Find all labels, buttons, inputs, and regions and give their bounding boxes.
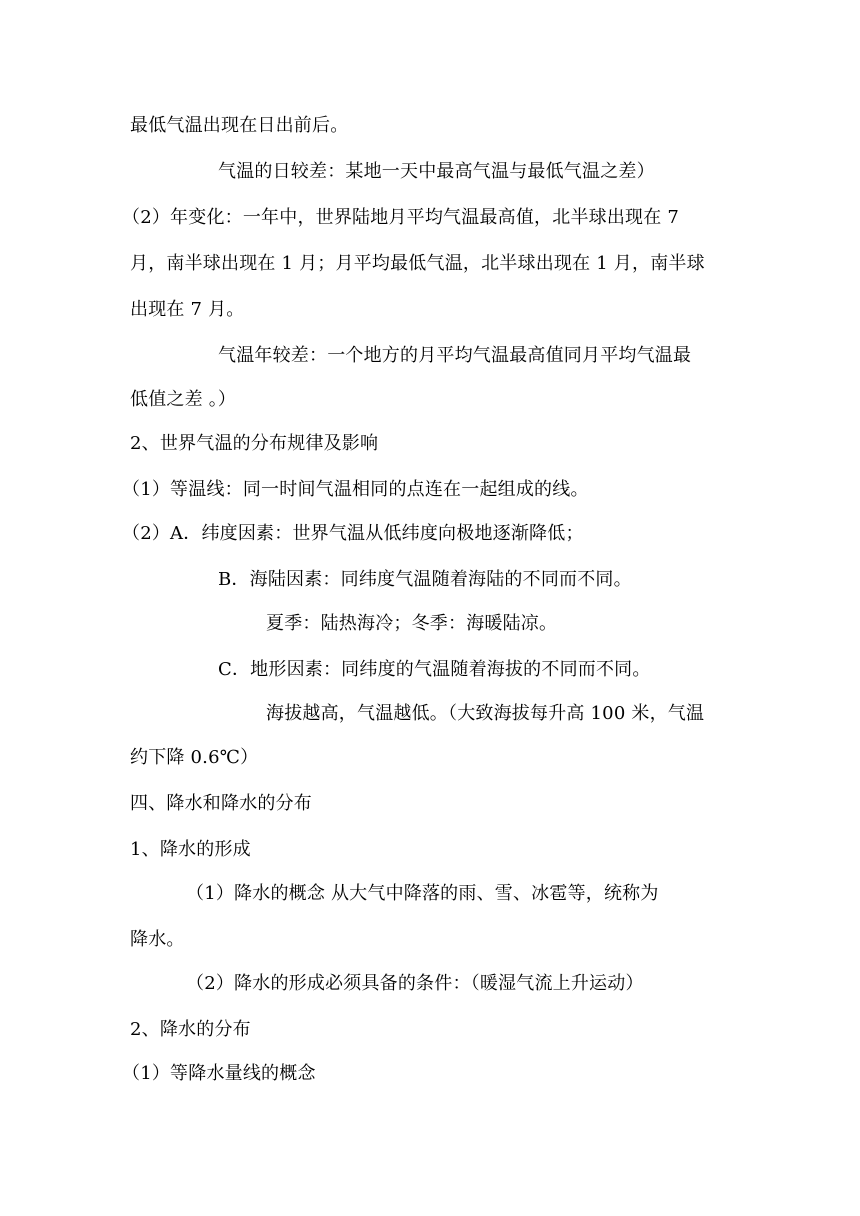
text-line: B．海陆因素：同纬度气温随着海陆的不同而不同。 [218, 569, 632, 590]
text-line: 夏季：陆热海冷；冬季：海暖陆凉。 [266, 613, 558, 634]
section-heading: 四、降水和降水的分布 [130, 793, 312, 814]
text-line: 出现在 7 月。 [130, 299, 245, 320]
section-heading: 2、降水的分布 [130, 1019, 251, 1040]
text-line: （2）A．纬度因素：世界气温从低纬度向极地逐渐降低； [122, 523, 584, 544]
section-heading: 2、世界气温的分布规律及影响 [130, 433, 379, 454]
text-line: （1）等温线：同一时间气温相同的点连在一起组成的线。 [122, 479, 589, 500]
text-line: 低值之差 。） [130, 389, 237, 410]
text-line: （1）等降水量线的概念 [122, 1063, 316, 1084]
text-line: （2）降水的形成必须具备的条件：（暖湿气流上升运动） [186, 973, 644, 994]
text-line: 海拔越高，气温越低。（大致海拔每升高 100 米，气温 [266, 703, 705, 724]
section-heading: 1、降水的形成 [130, 839, 251, 860]
text-line: 月，南半球出现在 1 月；月平均最低气温，北半球出现在 1 月，南半球 [130, 253, 705, 274]
text-line: （2）年变化：一年中，世界陆地月平均气温最高值，北半球出现在 7 [122, 207, 680, 228]
text-line: 气温年较差：一个地方的月平均气温最高值同月平均气温最 [218, 345, 692, 366]
text-line: 降水。 [130, 929, 185, 950]
text-line: 最低气温出现在日出前后。 [130, 115, 349, 136]
text-line: C．地形因素：同纬度的气温随着海拔的不同而不同。 [218, 659, 651, 680]
text-line: 气温的日较差：某地一天中最高气温与最低气温之差） [218, 161, 655, 182]
text-line: （1）降水的概念 从大气中降落的雨、雪、冰雹等，统称为 [186, 883, 659, 904]
text-line: 约下降 0.6℃） [130, 747, 259, 768]
